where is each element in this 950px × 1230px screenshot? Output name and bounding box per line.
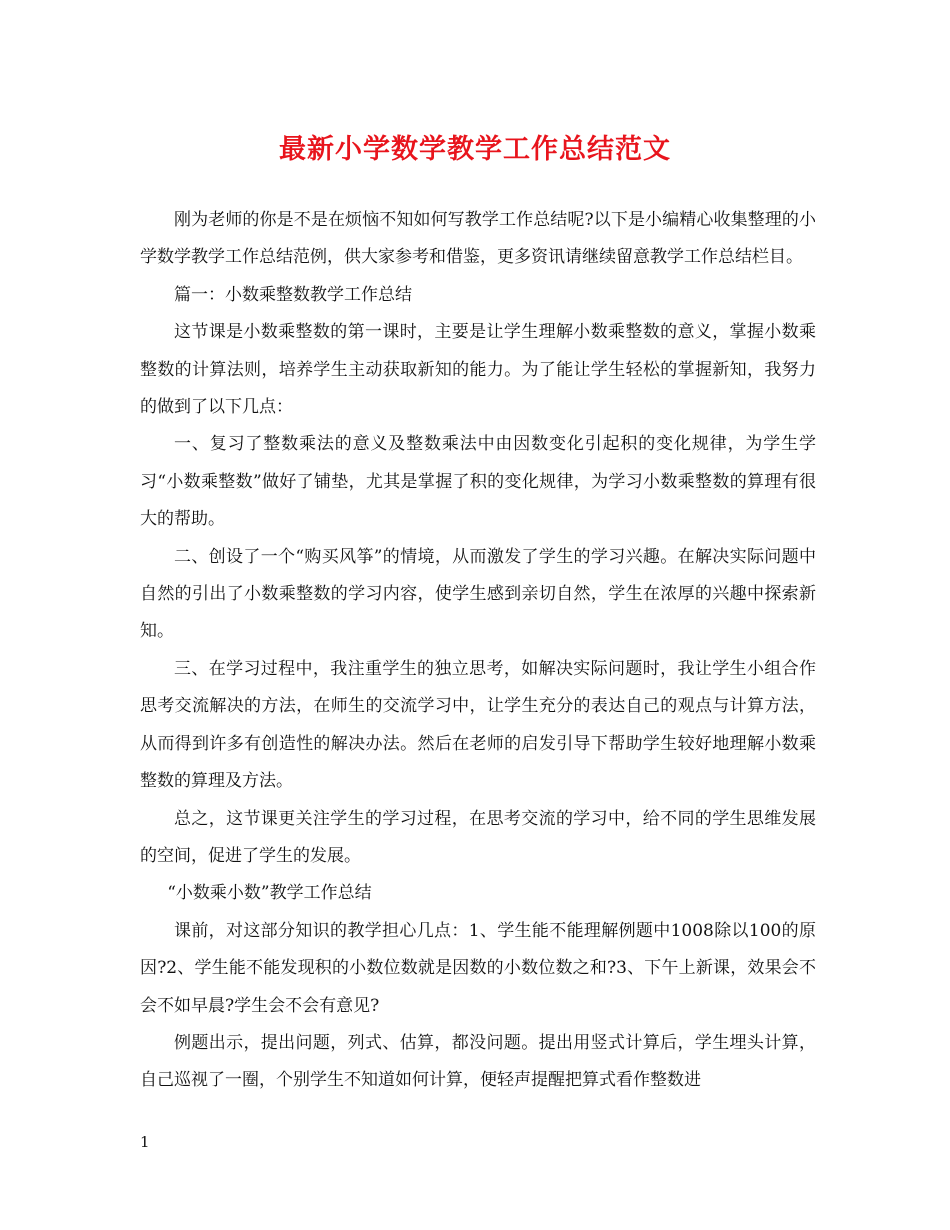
section-heading-1: 篇一：小数乘整数教学工作总结 (174, 284, 412, 305)
paragraph: 二、创设了一个“购买风筝”的情境，从而激发了学生的学习兴趣。在解决实际问题中自然的引出了小数乘整数的学习内容，使学生感到亲切自然，学生在浓厚的兴趣中探索新知。 (140, 546, 816, 642)
paragraph: 三、在学习过程中，我注重学生的独立思考，如解决实际问题时，我让学生小组合作思考交流解决的方法，在师生的交流学习中，让学生充分的表达自己的观点与计算方法，从而得到许多有创造性的解决办法。然后在老师的启发引导下帮助学生较好地理解小数乘整数的算理及方法。 (140, 658, 816, 792)
intro-paragraph: 刚为老师的你是不是在烦恼不知如何写教学工作总结呢?以下是小编精心收集整理的小学数学教学工作总结范例，供大家参考和借鉴，更多资讯请继续留意教学工作总结栏目。 (140, 210, 816, 268)
paragraph: 课前，对这部分知识的教学担心几点：1、学生能不能理解例题中1008除以100的原因?2、学生能不能发现积的小数位数就是因数的小数位数之和?3、下午上新课，效果会不会不如早晨?学生会不会有意见? (140, 920, 816, 1016)
document-body (140, 202, 816, 1100)
section-heading-2: “小数乘小数”教学工作总结 (167, 883, 372, 904)
paragraph: 一、复习了整数乘法的意义及整数乘法中由因数变化引起积的变化规律，为学生学习“小数乘整数”做好了铺垫，尤其是掌握了积的变化规律，为学习小数乘整数的算理有很大的帮助。 (140, 434, 816, 530)
page-number: 1 (140, 1133, 150, 1151)
paragraph: 例题出示，提出问题，列式、估算，都没问题。提出用竖式计算后，学生埋头计算，自己巡视了一圈，个别学生不知道如何计算，便轻声提醒把算式看作整数进 (140, 1032, 816, 1091)
document-title: 最新小学数学教学工作总结范文 (279, 134, 671, 165)
paragraph: 总之，这节课更关注学生的学习过程，在思考交流的学习中，给不同的学生思维发展的空间，促进了学生的发展。 (140, 808, 816, 866)
paragraph: 这节课是小数乘整数的第一课时，主要是让学生理解小数乘整数的意义，掌握小数乘整数的计算法则，培养学生主动获取新知的能力。为了能让学生轻松的掌握新知，我努力的做到了以下几点： (140, 322, 816, 418)
